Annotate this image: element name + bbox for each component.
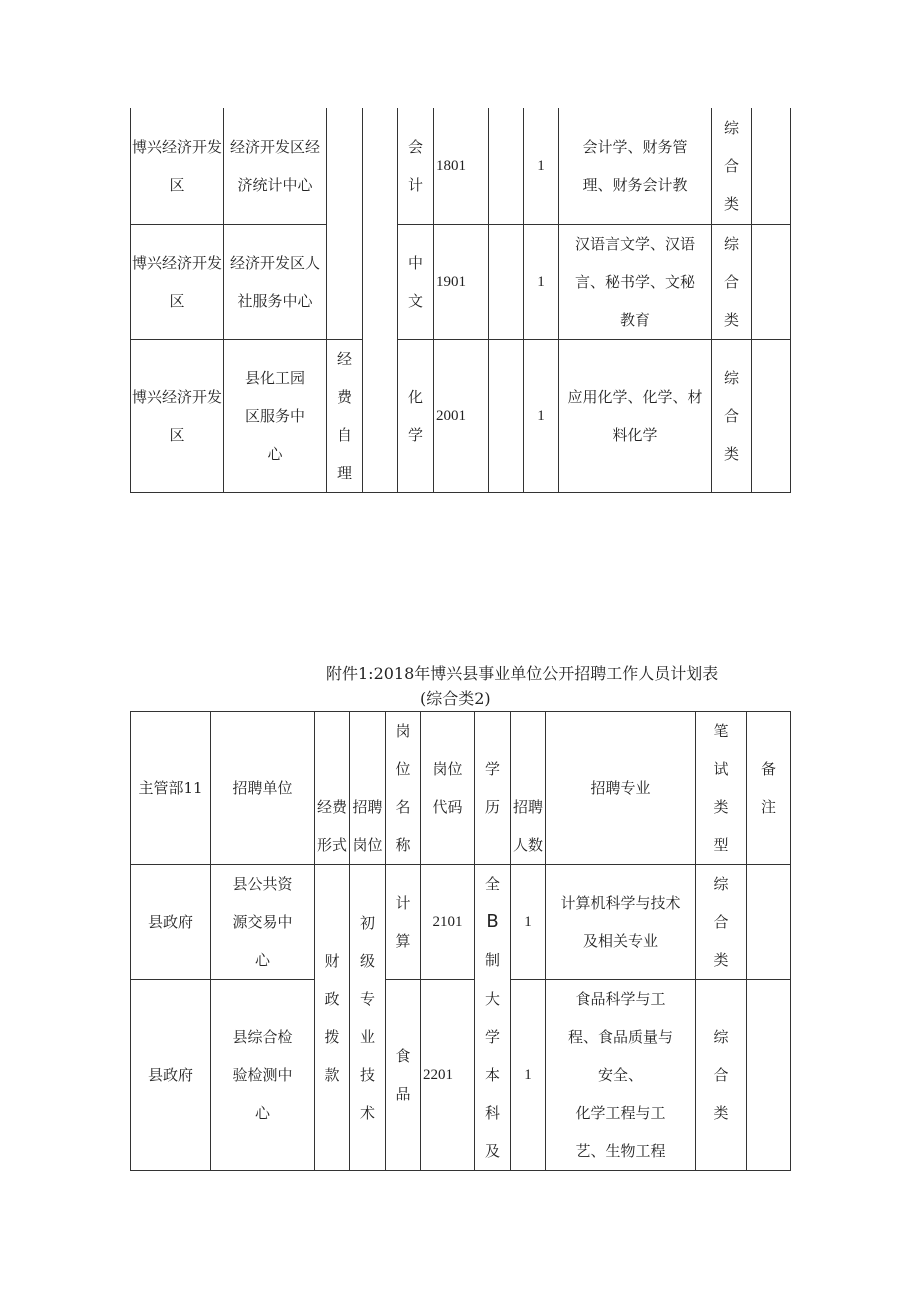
major-cell: 应用化学、化学、材料化学 [559,339,712,492]
edu-cell [489,339,524,492]
post-name-cell: 计算 [386,865,421,980]
table-row [131,108,791,224]
unit-cell: 县化工园区服务中心 [224,339,327,492]
edu-cell: 全 B 制 [475,865,511,980]
header-edu: 学历 [475,712,511,865]
plan-table-continued [130,108,791,493]
count-cell: 1 [511,980,546,1171]
header-post-code: 岗位代码 [421,712,475,865]
exam-type-cell: 综合类 [712,108,752,224]
major-cell: 食品科学与工 程、食品质量与 安全、 化学工程与工 艺、生物工程 [546,980,696,1171]
dept-cell: 博兴经济开发区 [131,339,224,492]
table-row [131,224,791,339]
table-row [131,980,791,1171]
dept-cell: 博兴经济开发区 [131,108,224,224]
funding-cell: 财政拨款 [315,865,350,1171]
table-row [131,865,791,980]
post-name-cell: 中文 [398,224,434,339]
table-row [131,339,791,492]
post-code-cell: 2201 [421,980,475,1171]
note-cell [752,339,791,492]
header-post: 招聘岗位 [350,712,386,865]
edu-cell: 大学本科及 [475,980,511,1171]
unit-cell: 经济开发区人社服务中心 [224,224,327,339]
plan-table [130,711,791,1171]
note-cell [747,865,791,980]
header-note: 备注 [747,712,791,865]
table-header-row [131,712,791,865]
dept-cell: 县政府 [131,980,211,1171]
exam-type-cell: 综合类 [696,865,747,980]
post-cell: 初级专业技术 [350,865,386,1171]
post-code-cell: 1801 [434,108,489,224]
count-cell: 1 [524,108,559,224]
exam-type-cell: 综合类 [712,339,752,492]
post-name-cell: 会计 [398,108,434,224]
dept-cell: 博兴经济开发区 [131,224,224,339]
post-cell [363,108,398,492]
edu-cell [489,108,524,224]
funding-cell: 经费自理 [327,339,363,492]
document-subtitle: (综合类2) [420,689,491,708]
header-post-name: 岗位名称 [386,712,421,865]
unit-cell: 经济开发区经济统计中心 [224,108,327,224]
count-cell: 1 [524,339,559,492]
post-code-cell: 2001 [434,339,489,492]
unit-cell: 县综合检验检测中心 [211,980,315,1171]
unit-cell: 县公共资源交易中心 [211,865,315,980]
exam-type-cell: 综合类 [696,980,747,1171]
note-cell [752,224,791,339]
header-funding: 经费形式 [315,712,350,865]
note-cell [747,980,791,1171]
post-name-cell: 化学 [398,339,434,492]
dept-cell: 县政府 [131,865,211,980]
header-count: 招聘人数 [511,712,546,865]
header-exam-type: 笔试类型 [696,712,747,865]
major-cell: 汉语言文学、汉语言、秘书学、文秘教育 [559,224,712,339]
document-title: 附件1:2018年博兴县事业单位公开招聘工作人员计划表 [326,664,719,683]
major-cell: 计算机科学与技术及相关专业 [546,865,696,980]
post-code-cell: 2101 [421,865,475,980]
post-name-cell: 食品 [386,980,421,1171]
exam-type-cell: 综合类 [712,224,752,339]
edu-cell [489,224,524,339]
header-dept: 主管部11 [131,712,211,865]
header-unit: 招聘单位 [211,712,315,865]
post-code-cell: 1901 [434,224,489,339]
count-cell: 1 [511,865,546,980]
major-cell: 会计学、财务管理、财务会计教 [559,108,712,224]
header-major: 招聘专业 [546,712,696,865]
count-cell: 1 [524,224,559,339]
note-cell [752,108,791,224]
funding-cell [327,108,363,339]
